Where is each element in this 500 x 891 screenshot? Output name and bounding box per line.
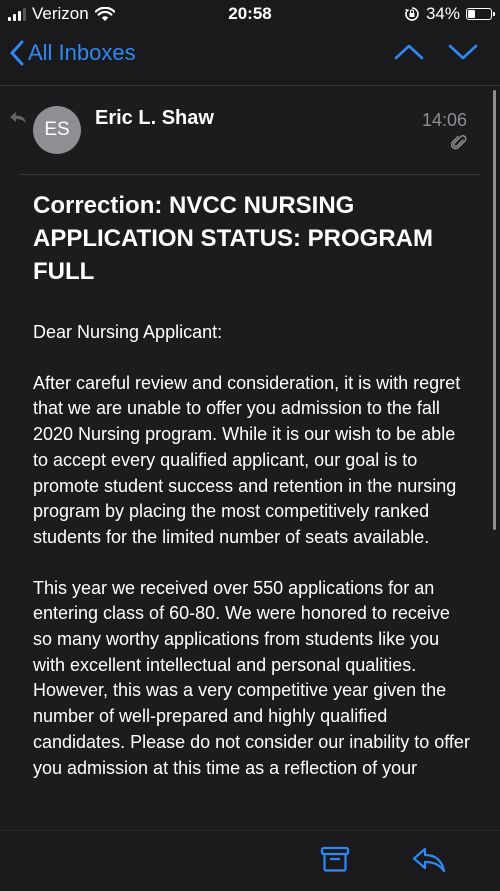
body-paragraph: Dear Nursing Applicant:	[33, 322, 223, 342]
nav-bar	[0, 30, 500, 85]
status-bar	[0, 0, 500, 30]
archive-icon[interactable]	[320, 845, 350, 873]
message-body	[33, 320, 473, 806]
bottom-toolbar	[0, 830, 500, 891]
paperclip-icon	[451, 134, 467, 152]
status-right	[404, 4, 492, 24]
message-navigation	[394, 42, 478, 62]
avatar-initials: ES	[44, 119, 70, 140]
back-button[interactable]	[10, 40, 136, 66]
header-divider	[20, 174, 480, 175]
status-time: 20:58	[228, 4, 272, 23]
carrier-name: Verizon	[32, 4, 89, 23]
reply-icon[interactable]	[412, 847, 446, 873]
chevron-left-icon	[10, 40, 24, 66]
battery-percent: 34%	[425, 4, 460, 23]
chevron-up-icon[interactable]	[394, 42, 424, 62]
scrollbar[interactable]	[493, 90, 496, 530]
avatar[interactable]	[33, 106, 81, 154]
message-content[interactable]	[0, 86, 500, 830]
message-subject: Correction: NVCC NURSING APPLICATION STATUS: PROGRAM FULL	[33, 192, 433, 285]
body-paragraph: After careful review and consideration, it is with regret that we are unable to offer you admission to the fall 2020 Nursing program. While it is our wish to be able to accept every qualified applicant, our goal is to promote student success and retention in the nursing program by placing the most competitively ranked students for the limited number of seats available.	[33, 372, 461, 547]
body-paragraph: This year we received over 550 applications for an entering class of 60-80. We were honored to receive so many worthy applications from students like you with excellent intellectual and personal qualities. However, this was a very competitive year given the number of well-prepared and highly qualified candidates. Please do not consider our inability to offer you admission at this time as a reflection of your	[33, 577, 470, 778]
chevron-down-icon[interactable]	[448, 42, 478, 62]
back-label: All Inboxes	[28, 40, 136, 65]
battery-fill	[468, 10, 475, 18]
reply-indicator-icon	[10, 112, 26, 124]
orientation-lock-icon	[404, 6, 420, 22]
battery-icon	[466, 8, 492, 20]
sender-name[interactable]: Eric L. Shaw	[95, 107, 214, 129]
message-time: 14:06	[421, 110, 467, 130]
